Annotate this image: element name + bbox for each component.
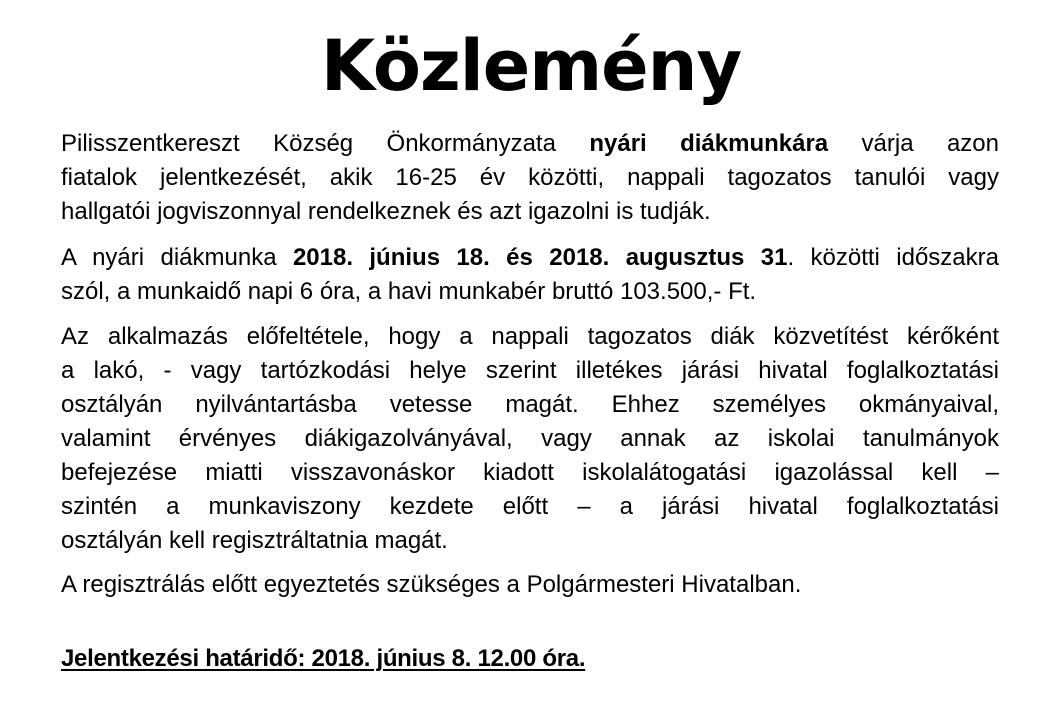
paragraph-line: hallgatói jogviszonnyal rendelkeznek és azt igazolni is tudják. <box>61 198 711 225</box>
period-paragraph <box>61 241 999 309</box>
text-span: Pilisszentkereszt Község Önkormányzata <box>61 130 590 157</box>
paragraph-line: Az alkalmazás előfeltétele, hogy a nappali tagozatos diák közvetítést kérőként <box>61 323 999 350</box>
requirements-paragraph <box>61 320 999 558</box>
paragraph-line: szintén a munkaviszony kezdete előtt – a járási hivatal foglalkoztatási <box>61 493 999 520</box>
application-deadline: Jelentkezési határidő: 2018. június 8. 12.00 óra. <box>61 645 586 672</box>
paragraph-line: osztályán kell regisztráltatnia magát. <box>61 527 448 554</box>
paragraph-line: osztályán nyilvántartásba vetesse magát. Ehhez személyes okmányaival, <box>61 391 999 418</box>
intro-paragraph <box>61 127 999 229</box>
paragraph-line: a lakó, - vagy tartózkodási helye szerint illetékes járási hivatal foglalkoztatási <box>61 357 999 384</box>
paragraph-line <box>61 241 999 275</box>
document-title: Közlemény <box>320 25 742 107</box>
text-span: . közötti időszakra <box>787 244 999 271</box>
text-span: A nyári diákmunka <box>61 244 293 271</box>
paragraph-line: befejezése miatti visszavonáskor kiadott iskolalátogatási igazolással kell – <box>61 459 999 486</box>
paragraph-line <box>61 127 999 161</box>
period-emphasis: 2018. június 18. és 2018. augusztus 31 <box>292 244 788 271</box>
job-type-emphasis: nyári diákmunkára <box>589 130 829 157</box>
text-span: várja azon <box>828 130 1000 157</box>
paragraph-line: A regisztrálás előtt egyeztetés szükséges a Polgármesteri Hivatalban. <box>61 571 802 598</box>
paragraph-line: szól, a munkaidő napi 6 óra, a havi munkabér bruttó 103.500,- Ft. <box>61 278 757 305</box>
registration-note-paragraph <box>61 568 999 602</box>
paragraph-line: valamint érvényes diákigazolványával, vagy annak az iskolai tanulmányok <box>61 425 999 452</box>
paragraph-line: fiatalok jelentkezését, akik 16-25 év közötti, nappali tagozatos tanulói vagy <box>61 164 999 191</box>
